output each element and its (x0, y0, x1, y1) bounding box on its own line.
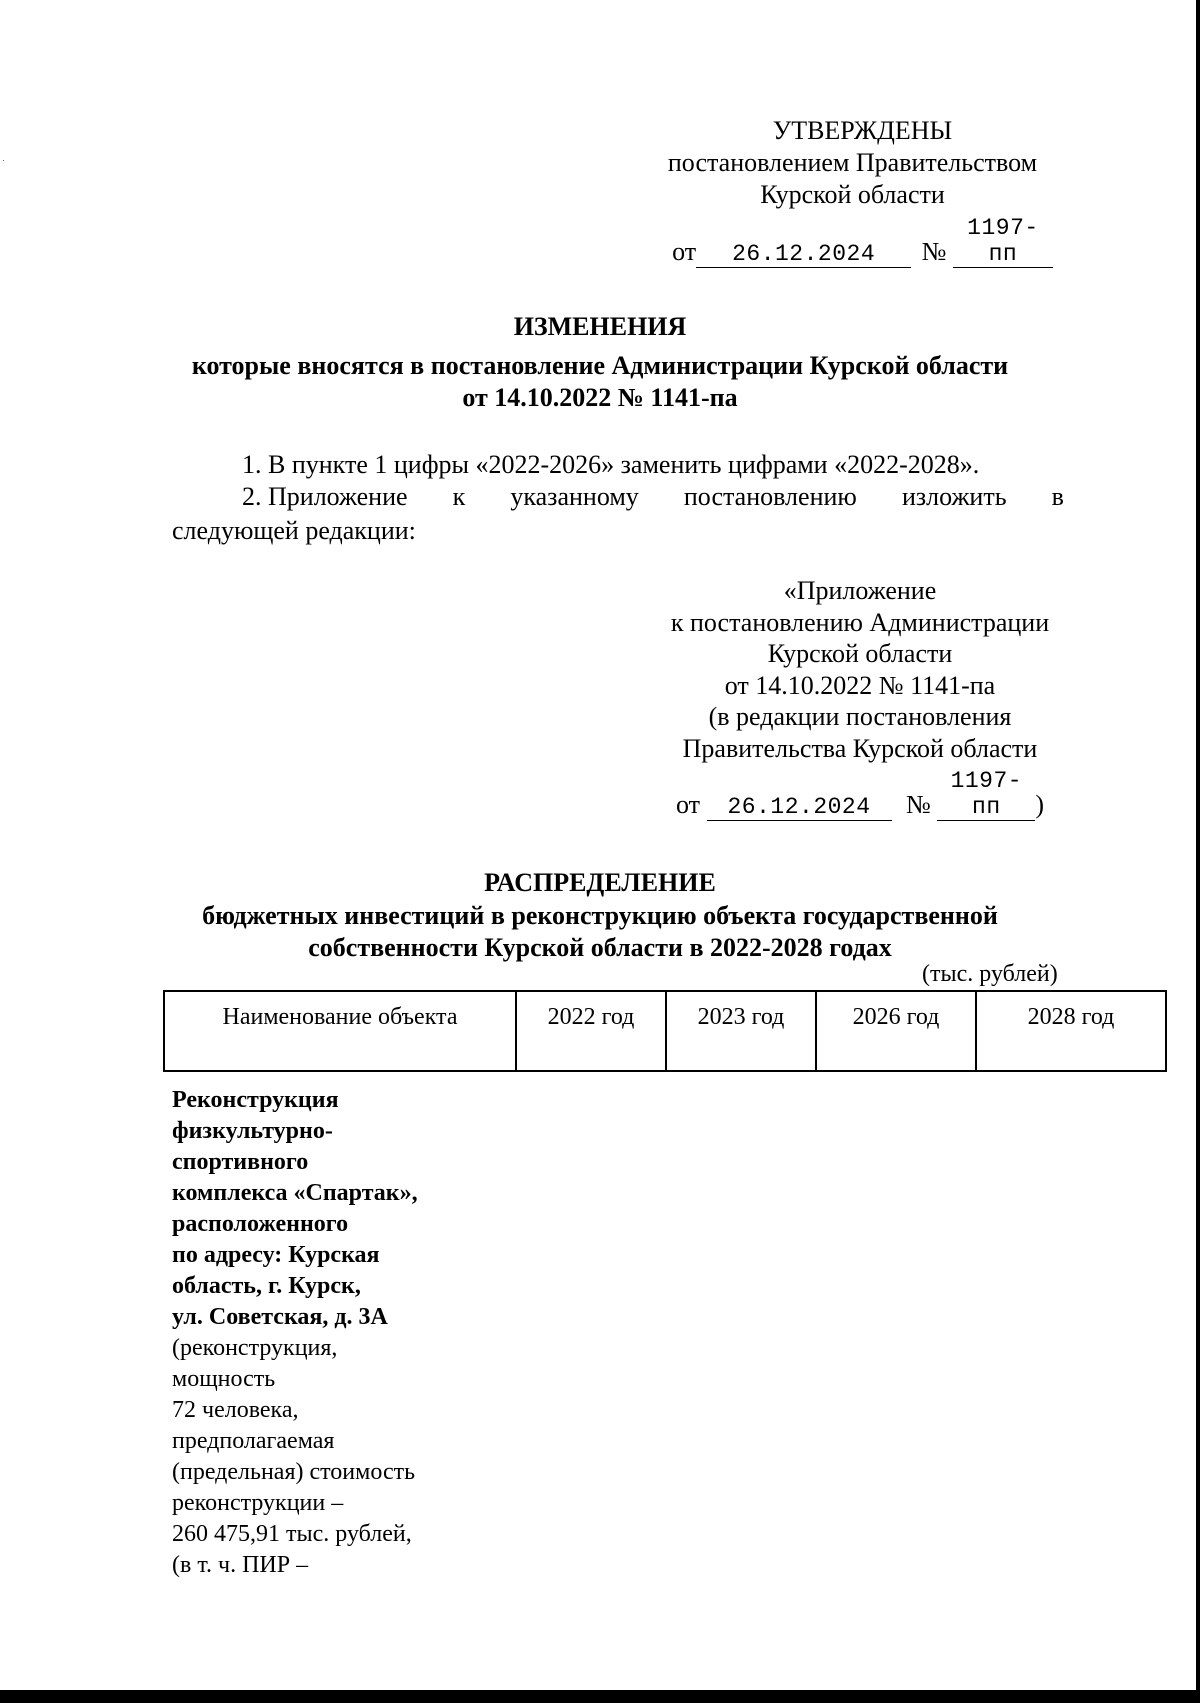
changes-item-1: 1. В пункте 1 цифры «2022-2026» заменить цифрами «2022-2028». (242, 450, 980, 479)
object-description (172, 1085, 472, 1581)
object-line: мощность (172, 1366, 276, 1392)
approval-line-3: Курской области (760, 180, 945, 209)
header-year-2022: 2022 год (516, 991, 666, 1071)
annex-number: 1197-пп (937, 768, 1035, 821)
annex-date-line (650, 768, 1070, 821)
object-line: расположенного (172, 1211, 349, 1237)
object-line: ул. Советская, д. 3А (172, 1304, 388, 1330)
object-line: (предельная) стоимость (172, 1459, 416, 1485)
object-line: по адресу: Курская (172, 1242, 380, 1268)
approval-date: 26.12.2024 (696, 241, 911, 268)
changes-subtitle-1: которые вносятся в постановление Администрации Курской области (191, 351, 1009, 380)
annex-closing: ) (1035, 790, 1044, 819)
annex-block (650, 575, 1070, 821)
object-line: спортивного (172, 1149, 309, 1175)
header-year-2028: 2028 год (976, 991, 1166, 1071)
object-line: предполагаемая (172, 1428, 335, 1454)
annex-line-5: (в редакции постановления (708, 702, 1012, 731)
annex-line-6: Правительства Курской области (682, 733, 1038, 763)
object-line: (в т. ч. ПИР – (172, 1552, 309, 1578)
item2-word: 2. Приложение (242, 482, 408, 511)
scan-speck (3, 160, 4, 161)
object-line: область, г. Курск, (172, 1273, 361, 1299)
item2-word: указанному (510, 482, 639, 511)
item2-word: в (1051, 482, 1064, 511)
scan-edge-bottom (0, 1690, 1200, 1703)
changes-item-2-line-1 (242, 481, 1064, 513)
object-line: Реконструкция (172, 1087, 339, 1113)
table-header-row (164, 991, 1166, 1071)
annex-line-2: к постановлению Администрации (670, 607, 1050, 637)
distribution-title: РАСПРЕДЕЛЕНИЕ (484, 868, 716, 897)
scan-edge-right (1196, 0, 1200, 1703)
object-line: 260 475,91 тыс. рублей, (172, 1521, 412, 1547)
changes-subtitle-2: от 14.10.2022 № 1141-па (462, 383, 738, 412)
header-year-2023: 2023 год (666, 991, 816, 1071)
item2-word: к (452, 482, 466, 511)
annex-number-prefix: № (906, 790, 931, 819)
approval-heading: УТВЕРЖДЕНЫ (772, 116, 953, 145)
distribution-subtitle-2: собственности Курской области в 2022-2028 годах (308, 933, 892, 962)
object-line: физкультурно- (172, 1118, 333, 1144)
annex-date-prefix: от (675, 790, 701, 819)
annex-line-4: от 14.10.2022 № 1141-па (724, 670, 996, 700)
annex-date: 26.12.2024 (707, 794, 892, 821)
object-line: (реконструкция, (172, 1335, 338, 1361)
item2-word: постановлению (683, 482, 857, 511)
object-line: комплекса «Спартак», (172, 1180, 418, 1206)
item2-word: изложить (901, 482, 1007, 511)
approval-date-line (640, 215, 1065, 268)
header-year-2026: 2026 год (816, 991, 976, 1071)
object-line: реконструкции – (172, 1490, 344, 1516)
annex-line-1: «Приложение (783, 576, 937, 605)
approval-number-prefix: № (921, 237, 947, 266)
changes-title: ИЗМЕНЕНИЯ (513, 312, 687, 341)
annex-line-3: Курской области (767, 639, 953, 668)
distribution-subtitle-1: бюджетных инвестиций в реконструкцию объекта государственной (202, 901, 998, 930)
object-line: 72 человека, (172, 1397, 299, 1423)
approval-number: 1197-пп (953, 215, 1053, 268)
approval-block (640, 115, 1065, 268)
investment-table (163, 990, 1167, 1072)
approval-date-prefix: от (672, 237, 697, 266)
approval-line-2: постановлением Правительством (667, 148, 1038, 177)
units-label: (тыс. рублей) (922, 961, 1058, 987)
changes-item-2-line-2: следующей редакции: (172, 516, 416, 545)
header-object-name: Наименование объекта (164, 991, 516, 1071)
